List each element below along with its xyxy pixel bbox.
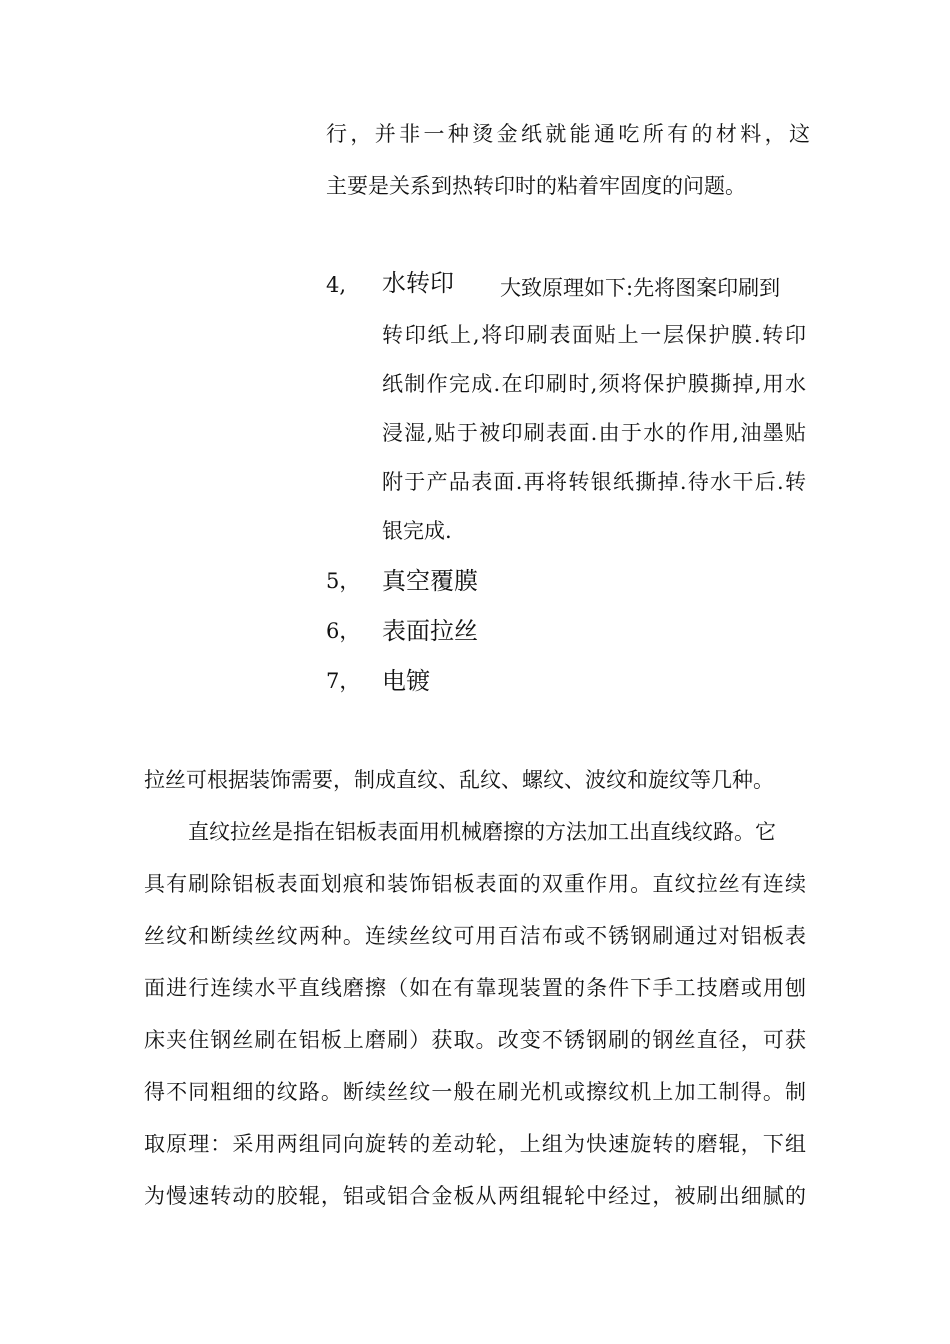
paragraph-line-7: 取原理：采用两组同向旋转的差动轮，上组为快速旋转的磨辊，下组 <box>144 1132 806 1156</box>
item-4-title: 水转印 <box>382 269 454 297</box>
intro-line-1: 行，并非一种烫金纸就能通吃所有的材料，这 <box>326 122 810 146</box>
paragraph-line-1: 直纹拉丝是指在铝板表面用机械磨擦的方法加工出直线纹路。它 <box>188 820 776 844</box>
item-4-line-2: 转印纸上,将印刷表面贴上一层保护膜.转印 <box>382 323 806 347</box>
item-4-line-4: 浸湿,贴于被印刷表面.由于水的作用,油墨贴 <box>382 421 806 445</box>
summary-line: 拉丝可根据装饰需要，制成直纹、乱纹、螺纹、波纹和旋纹等几种。 <box>144 768 774 792</box>
item-4-number: 4, <box>326 273 347 297</box>
item-6-number: 6， <box>326 619 361 643</box>
intro-line-2: 主要是关系到热转印时的粘着牢固度的问题。 <box>326 174 746 198</box>
item-5-number: 5， <box>326 569 361 593</box>
item-6-title: 表面拉丝 <box>382 617 478 645</box>
item-5-title: 真空覆膜 <box>382 567 478 595</box>
item-4-first-line: 大致原理如下:先将图案印刷到 <box>500 276 781 300</box>
paragraph-line-8: 为慢速转动的胶辊，铝或铝合金板从两组辊轮中经过，被刷出细腻的 <box>144 1184 806 1208</box>
paragraph-line-2: 具有刷除铝板表面划痕和装饰铝板表面的双重作用。直纹拉丝有连续 <box>144 872 806 896</box>
item-4-line-5: 附于产品表面.再将转银纸撕掉.待水干后.转 <box>382 470 806 494</box>
item-7-title: 电镀 <box>382 667 430 695</box>
paragraph-line-3: 丝纹和断续丝纹两种。连续丝纹可用百洁布或不锈钢刷通过对铝板表 <box>144 924 806 948</box>
item-4-line-3: 纸制作完成.在印刷时,须将保护膜撕掉,用水 <box>382 372 806 396</box>
paragraph-line-6: 得不同粗细的纹路。断续丝纹一般在刷光机或擦纹机上加工制得。制 <box>144 1080 806 1104</box>
paragraph-line-4: 面进行连续水平直线磨擦（如在有靠现装置的条件下手工技磨或用刨 <box>144 976 806 1000</box>
item-4-line-6: 银完成. <box>382 519 452 543</box>
item-7-number: 7， <box>326 669 361 693</box>
paragraph-line-5: 床夹住钢丝刷在铝板上磨刷）获取。改变不锈钢刷的钢丝直径，可获 <box>144 1028 806 1052</box>
